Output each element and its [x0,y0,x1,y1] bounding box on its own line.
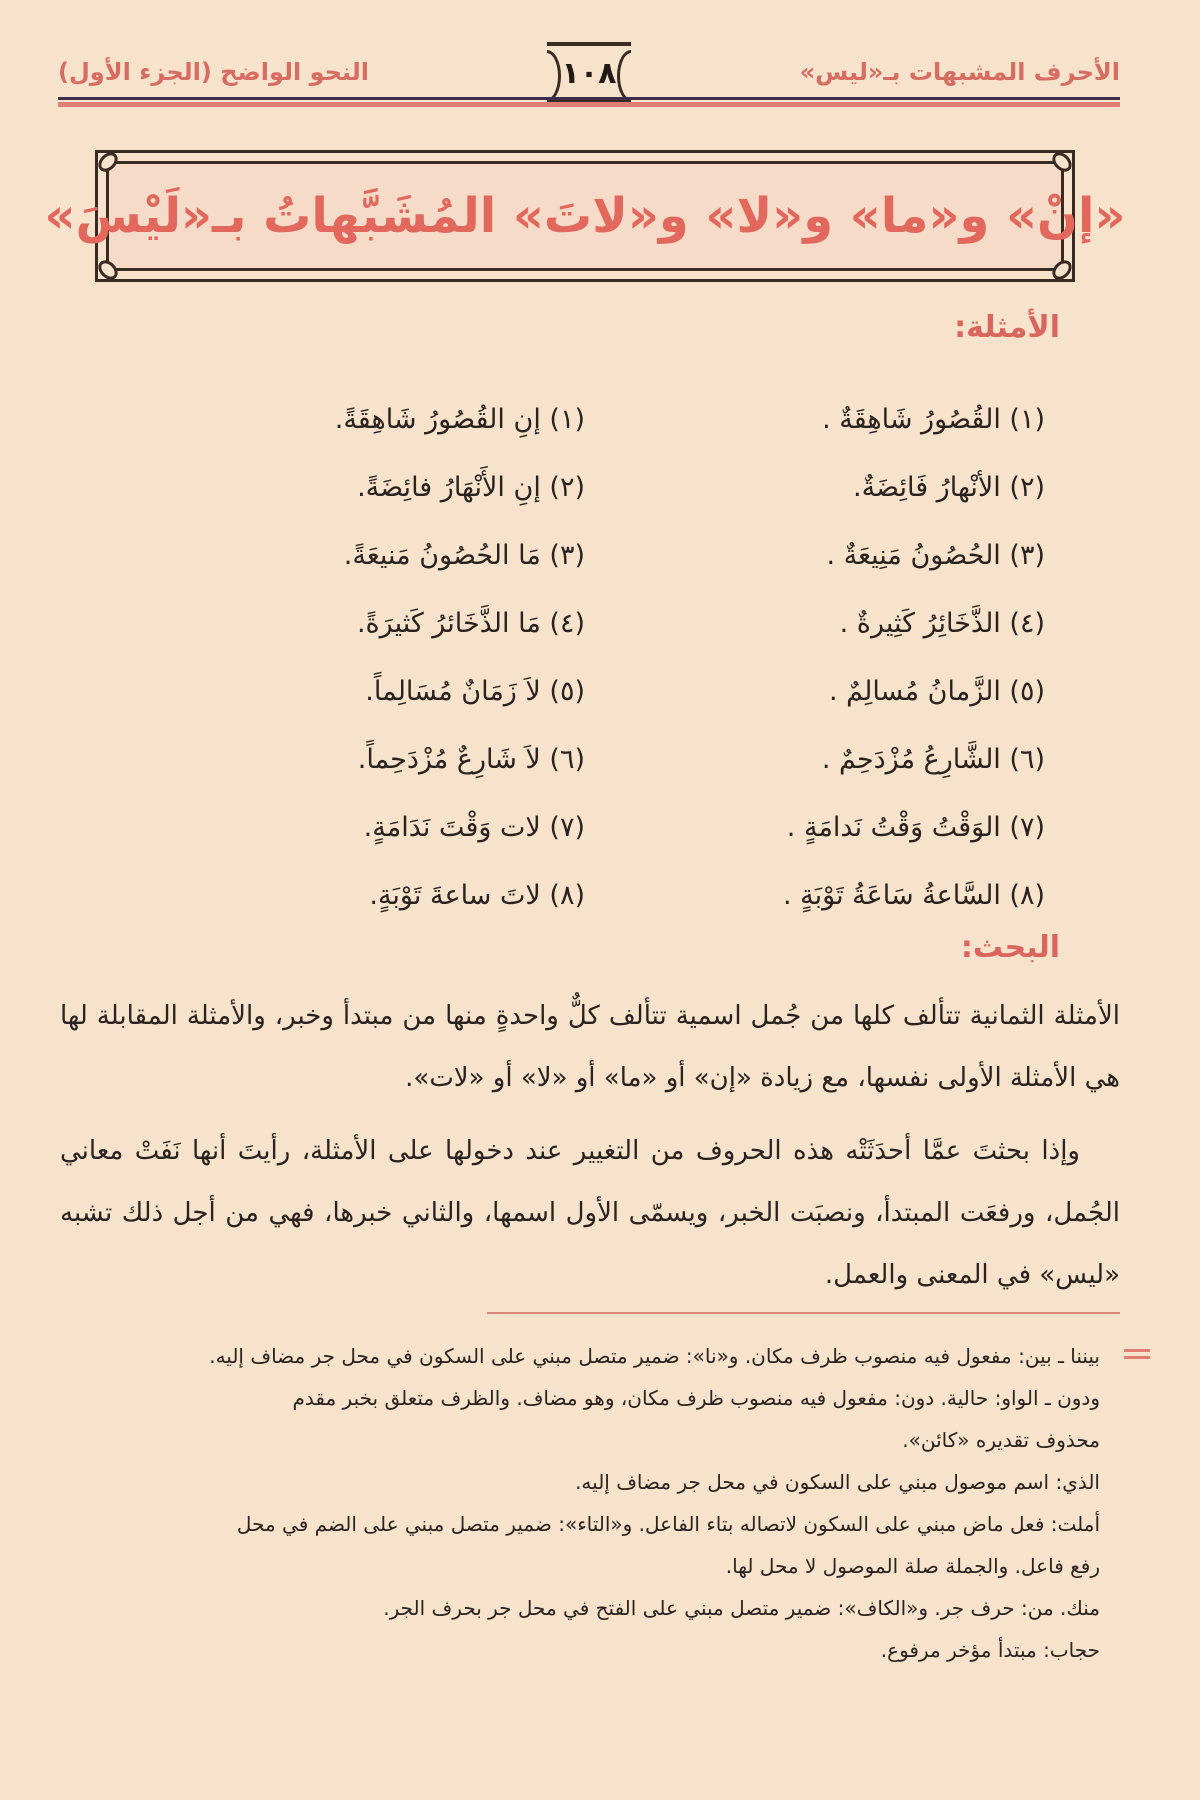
page-number: ١٠٨ [561,55,617,91]
footnote-line: محذوف تقديره «كائن». [902,1428,1100,1452]
example-original: (٥) الزَّمانُ مُسالِمٌ . [828,675,1045,707]
example-row [165,725,1045,793]
frame-corner-ornament [95,149,122,176]
discussion-paragraph: الأمثلة الثمانية تتألف كلها من جُمل اسمية تتألف كلٌّ واحدةٍ منها من مبتدأ وخبر، والأمثلة المقابلة لها هي الأمثلة الأولى نفسها، مع زيادة «إن» أو «ما» أو «لا» أو «لات». [60,1001,1120,1093]
discussion-paragraph: وإذا بحثتَ عمَّا أحدَثَتْه هذه الحروف من التغيير عند دخولها على الأمثلة، رأيتَ أنها نَفَتْ معاني الجُمل، ورفعَت المبتدأ، ونصبَت الخبر، ويسمّى الأول اسمها، والثاني خبرها، فهي من أجل ذلك تشبه «ليس» في المعنى والعمل. [60,1136,1120,1290]
example-transformed: (٥) لاَ زَمَانٌ مُسَالِماً. [365,675,585,707]
example-row [165,385,1045,453]
frame-corner-ornament [1049,149,1076,176]
example-original: (١) القُصُورُ شَاهِقَةٌ . [822,403,1045,435]
examples-heading: الأمثلة: [954,310,1060,345]
continuation-marker-icon [1124,1349,1150,1359]
discussion-heading: البحث: [960,930,1060,965]
example-original: (٨) السَّاعةُ سَاعَةُ تَوْبَةٍ . [782,879,1045,911]
example-row [165,657,1045,725]
example-original: (٣) الحُصُونُ مَنِيعَةٌ . [826,539,1045,571]
example-transformed: (٦) لاَ شَارِعٌ مُزْدَحِماً. [357,743,585,775]
frame-corner-ornament [1049,257,1076,284]
examples-table [165,385,1045,929]
footnote-line: بيننا ـ بين: مفعول فيه منصوب ظرف مكان. و«نا»: ضمير متصل مبني على السكون في محل جر مضاف إليه. [209,1344,1100,1368]
footnote-line: الذي: اسم موصول مبني على السكون في محل جر مضاف إليه. [575,1470,1100,1494]
chapter-title-header: الأحرف المشبهات بـ«ليس» [799,58,1120,86]
example-transformed: (٨) لاتَ ساعةَ تَوْبَةٍ. [369,879,585,911]
example-original: (٧) الوَقْتُ وَقْتُ نَدامَةٍ . [786,811,1045,843]
example-row [165,589,1045,657]
header-rule [58,97,1120,107]
footnote-separator [487,1312,1120,1314]
example-row [165,521,1045,589]
example-original: (٤) الذَّخَائِرُ كَثِيرةٌ . [839,607,1045,639]
example-transformed: (١) إنِ القُصُورُ شَاهِقَةً. [334,403,585,435]
example-transformed: (٢) إنِ الأَنْهَارُ فائِضَةً. [357,471,585,503]
footnote-line: رفع فاعل. والجملة صلة الموصول لا محل لها. [725,1554,1100,1578]
example-row [165,793,1045,861]
example-transformed: (٧) لات وَقْتَ نَدَامَةٍ. [363,811,585,843]
example-transformed: (٣) مَا الحُصُونُ مَنيعَةً. [343,539,585,571]
example-original: (٢) الأنْهارُ فَائِضَةٌ. [852,471,1045,503]
footnote-line: منك. من: حرف جر. و«الكاف»: ضمير متصل مبني على الفتح في محل جر بحرف الجر. [383,1596,1100,1620]
example-row [165,861,1045,929]
footnote-line: حجاب: مبتدأ مؤخر مرفوع. [880,1638,1100,1662]
frame-corner-ornament [95,257,122,284]
footnote-line: ودون ـ الواو: حالية. دون: مفعول فيه منصوب ظرف مكان، وهو مضاف. والظرف متعلق بخبر مقدم [292,1386,1100,1410]
example-transformed: (٤) مَا الذَّخَائرُ كَثيرَةً. [356,607,585,639]
example-original: (٦) الشَّارِعُ مُزْدَحِمٌ . [821,743,1045,775]
lesson-title: «إنْ» و«ما» و«لا» و«لاتَ» المُشَبَّهاتُ بـ«لَيْسَ» [44,188,1126,244]
lesson-title-frame [44,150,1126,282]
footnote-line: أملت: فعل ماض مبني على السكون لاتصاله بتاء الفاعل. و«التاء»: ضمير متصل مبني على الضم في محل [236,1512,1100,1536]
book-title-header: النحو الواضح (الجزء الأول) [58,58,369,86]
example-row [165,453,1045,521]
page-number-frame [547,42,631,104]
footnotes [60,1335,1100,1671]
